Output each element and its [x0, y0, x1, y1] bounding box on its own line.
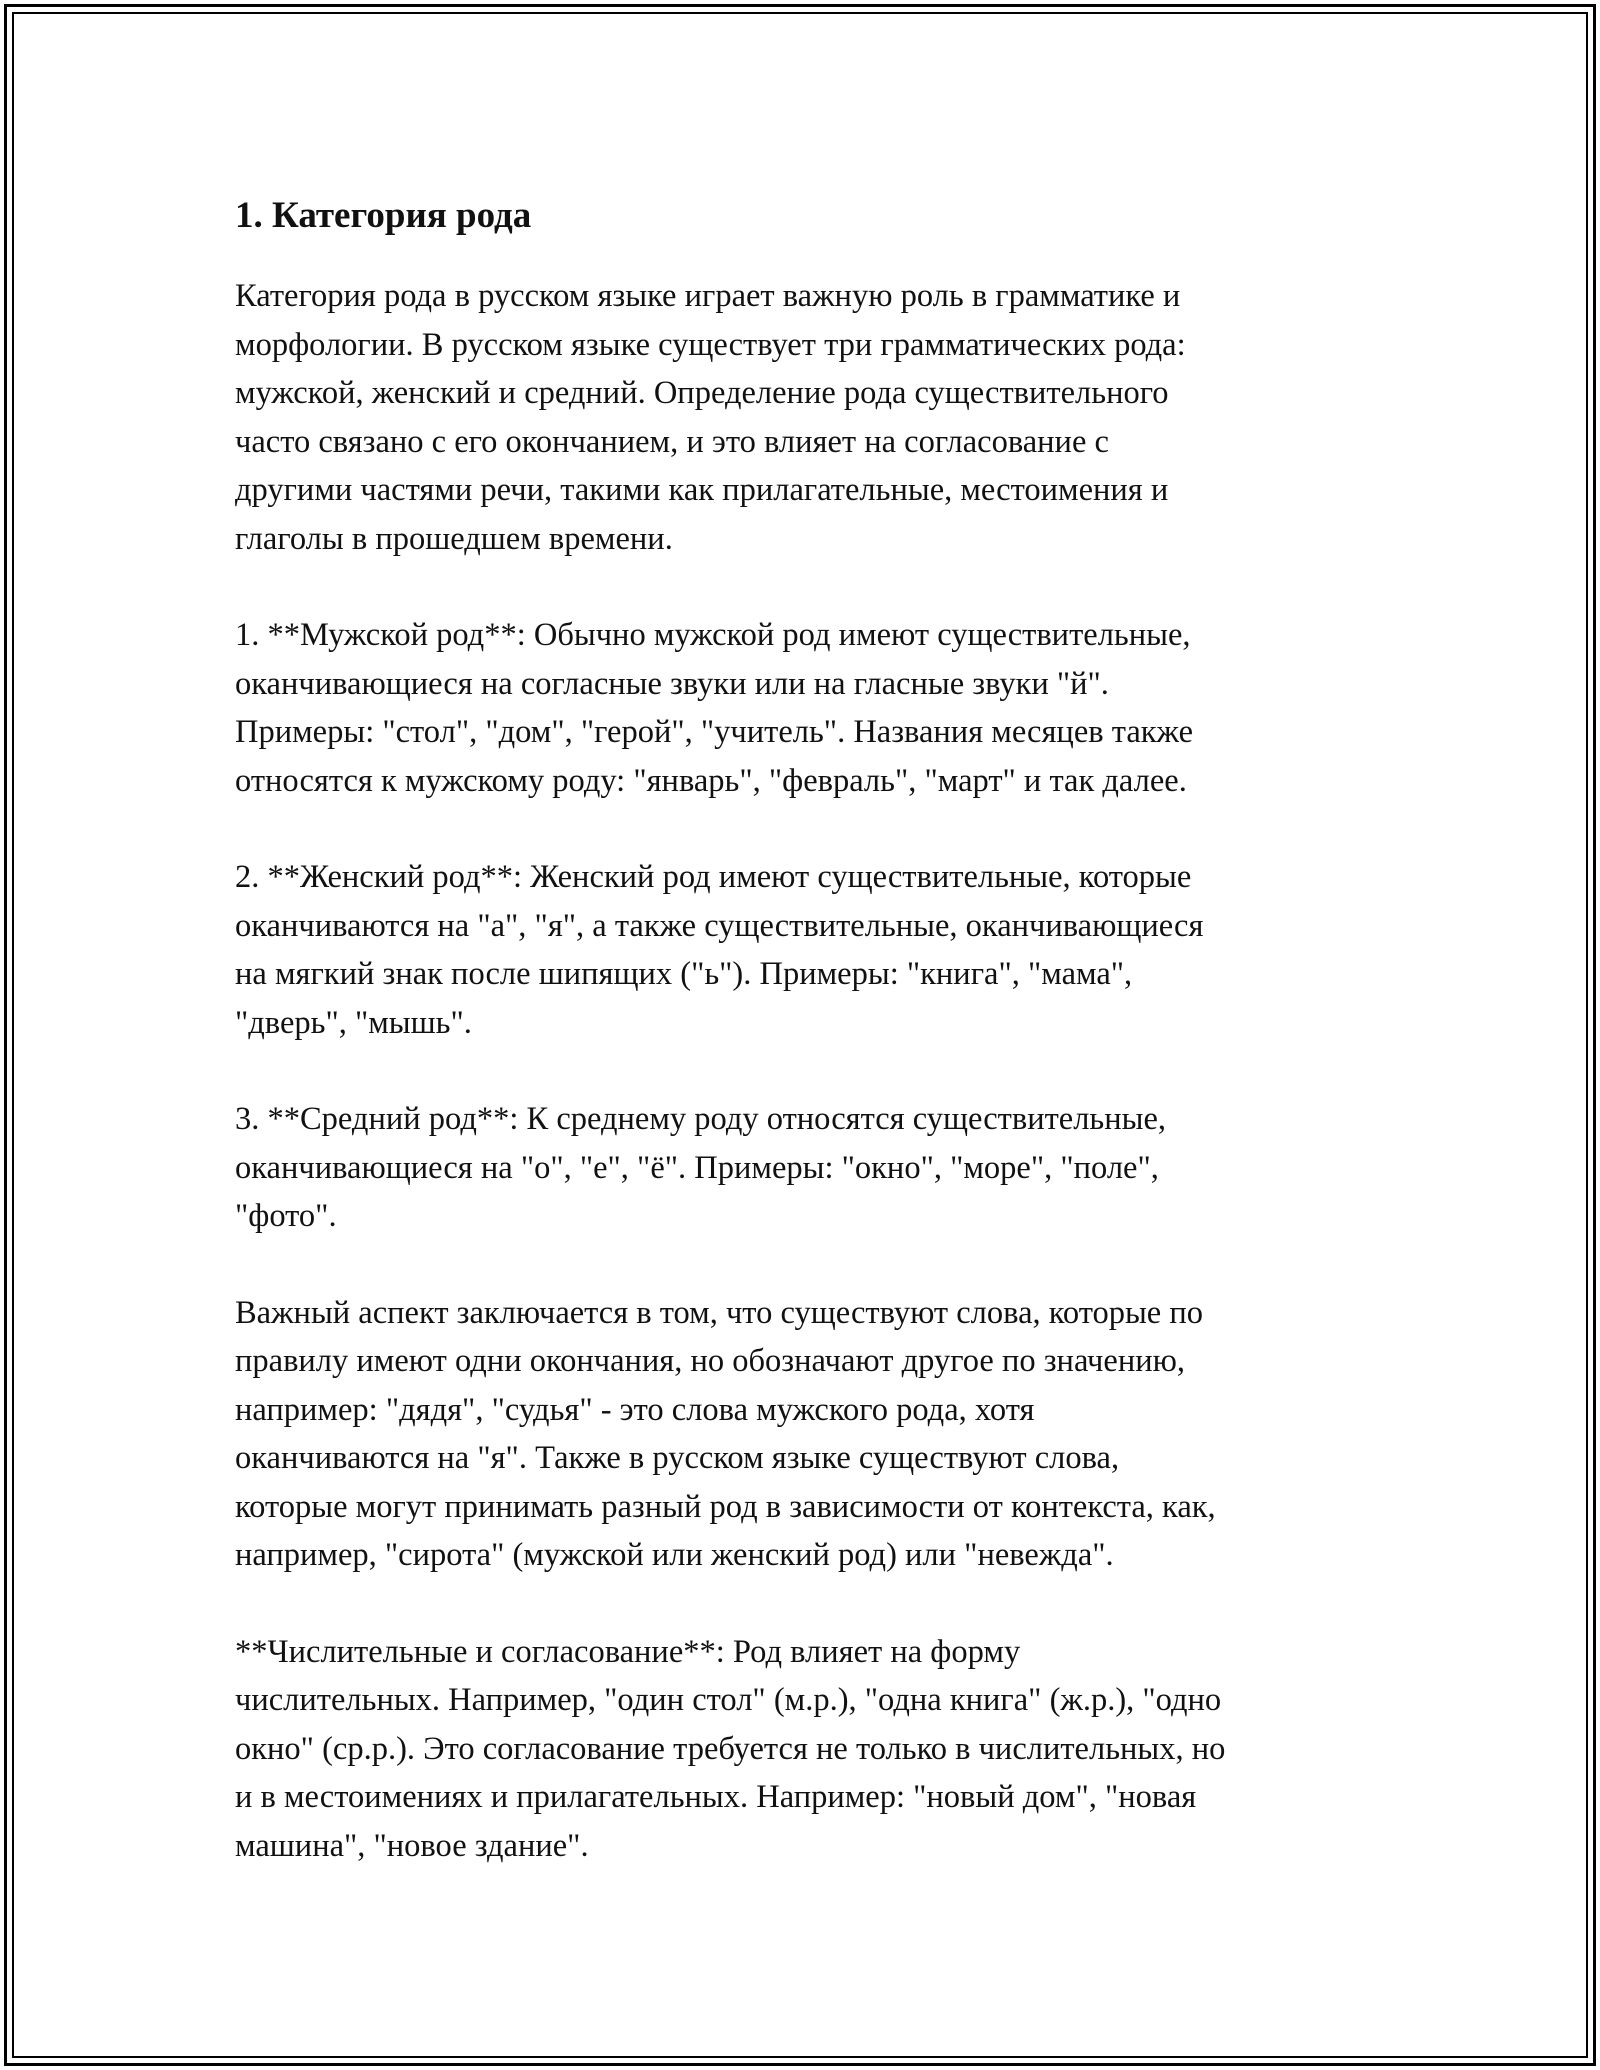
neuter-paragraph: 3. **Средний род**: К среднему роду относятся существительные, оканчивающиеся на "о", "е", "ё". Примеры: "окно", "море", "поле", "фото". [235, 1101, 1167, 1234]
feminine-paragraph: 2. **Женский род**: Женский род имеют существительные, которые оканчиваются на "а", "я", а также существительные, оканчивающиеся на мягкий знак после шипящих ("ь"). Примеры: "книга", "мама", "дверь", "мышь". [235, 859, 1204, 1041]
masculine-paragraph: 1. **Мужской род**: Обычно мужской род имеют существительные, оканчивающиеся на согласные звуки или на гласные звуки "й". Примеры: "стол", "дом", "герой", "учитель". Названия месяцев также относятся к мужскому роду: "январь", "февраль", "март" и так далее. [235, 617, 1193, 799]
intro-paragraph: Категория рода в русском языке играет важную роль в грамматике и морфологии. В русском языке существует три грамматических рода: мужской, женский и средний. Определение рода существительного часто связано с его окончанием, и это влияет на согласование с другими частями речи, такими как прилагательные, местоимения и глаголы в прошедшем времени. [235, 278, 1186, 557]
exceptions-paragraph: Важный аспект заключается в том, что существуют слова, которые по правилу имеют одни окончания, но обозначают другое по значению, например: "дядя", "судья" - это слова мужского рода, хотя оканчиваются на "я". Также в русском языке существуют слова, которые могут принимать разный род в зависимости от контекста, как, например, "сирота" (мужской или женский род) или "невежда". [235, 1294, 1216, 1573]
document-body [235, 188, 1375, 1918]
section-heading: 1. Категория рода [235, 195, 532, 236]
numerals-paragraph: **Числительные и согласование**: Род влияет на форму числительных. Например, "один стол" (м.р.), "одна книга" (ж.р.), "одно окно" (ср.р.). Это согласование требуется не только в числительных, но и в местоимениях и прилагательных. Например: "новый дом", "новая машина", "новое здание". [235, 1633, 1226, 1864]
